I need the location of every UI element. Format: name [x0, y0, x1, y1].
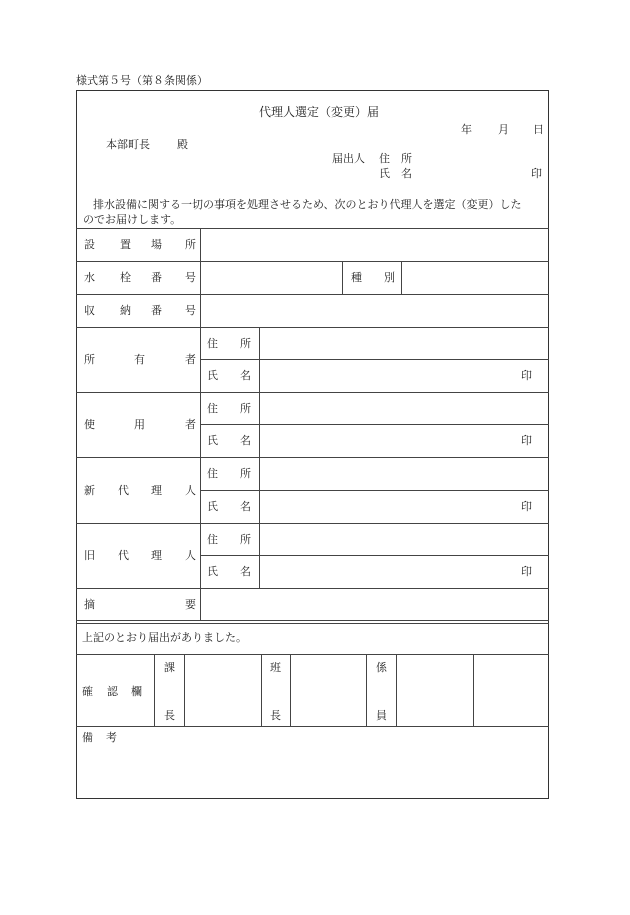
meter-label-1: 水 — [84, 271, 95, 284]
old-agent-address-label-2: 所 — [240, 533, 251, 546]
new-agent-name-label-2: 名 — [240, 500, 251, 513]
col-rule — [259, 327, 260, 588]
old-agent-name-field[interactable] — [262, 559, 512, 583]
new-agent-label-4: 人 — [185, 484, 196, 497]
section-chief-label-2: 長 — [164, 709, 175, 722]
staff-label-2: 員 — [376, 709, 387, 722]
col-rule — [401, 261, 402, 294]
col-rule — [200, 228, 201, 620]
storage-label-2: 納 — [120, 304, 131, 317]
location-field[interactable] — [202, 232, 546, 256]
remarks-label-1: 備 — [82, 731, 93, 744]
user-seal: 印 — [521, 434, 532, 447]
owner-name-label-1: 氏 — [207, 369, 218, 382]
confirm-label-3: 欄 — [131, 685, 142, 698]
form-number: 様式第５号（第８条関係） — [76, 74, 208, 87]
statement-line-2: のでお届けします。 — [83, 213, 182, 226]
received-statement: 上記のとおり届出がありました。 — [82, 631, 247, 644]
summary-label-1: 摘 — [84, 598, 95, 611]
staff-label-1: 係 — [376, 661, 387, 674]
type-label-2: 別 — [384, 271, 395, 284]
applicant-address-label-2: 所 — [401, 152, 412, 165]
applicant-name-label-2: 名 — [401, 167, 412, 180]
summary-label-2: 要 — [185, 598, 196, 611]
user-address-field[interactable] — [262, 396, 546, 420]
statement-line-1: 排水設備に関する一切の事項を処理させるため、次のとおり代理人を選定（変更）した — [93, 198, 522, 211]
meter-label-3: 番 — [151, 271, 162, 284]
old-agent-label-1: 旧 — [84, 549, 95, 562]
confirm-label-1: 確 — [82, 685, 93, 698]
group-chief-label-2: 長 — [270, 709, 281, 722]
rule-double — [76, 623, 549, 624]
addressee: 本部町長 — [106, 138, 150, 151]
owner-seal: 印 — [521, 369, 532, 382]
addressee-suffix: 殿 — [177, 138, 188, 151]
owner-address-label-1: 住 — [207, 337, 218, 350]
location-label-2: 置 — [120, 238, 131, 251]
old-agent-label-2: 代 — [118, 549, 129, 562]
new-agent-label-3: 理 — [151, 484, 162, 497]
storage-number-field[interactable] — [202, 298, 546, 322]
user-address-label-2: 所 — [240, 402, 251, 415]
old-agent-name-label-2: 名 — [240, 565, 251, 578]
remarks-field[interactable] — [80, 746, 546, 796]
storage-label-4: 号 — [185, 304, 196, 317]
user-label-2: 用 — [134, 418, 145, 431]
user-address-label-1: 住 — [207, 402, 218, 415]
user-name-field[interactable] — [262, 428, 512, 452]
new-agent-address-label-1: 住 — [207, 467, 218, 480]
rule — [76, 392, 549, 393]
col-rule — [342, 261, 343, 294]
old-agent-seal: 印 — [521, 565, 532, 578]
location-label-1: 設 — [84, 238, 95, 251]
rule — [76, 523, 549, 524]
rule — [76, 261, 549, 262]
old-agent-label-4: 人 — [185, 549, 196, 562]
meter-label-2: 栓 — [120, 271, 131, 284]
rule — [76, 457, 549, 458]
storage-label-1: 収 — [84, 304, 95, 317]
user-name-label-1: 氏 — [207, 434, 218, 447]
user-name-label-2: 名 — [240, 434, 251, 447]
applicant-name-field[interactable] — [415, 165, 525, 189]
user-label-1: 使 — [84, 418, 95, 431]
col-rule — [290, 654, 291, 726]
new-agent-name-label-1: 氏 — [207, 500, 218, 513]
applicant-address-label-1: 住 — [379, 152, 390, 165]
owner-label-3: 者 — [185, 353, 196, 366]
applicant-name-label-1: 氏 — [379, 167, 390, 180]
date-day-label: 日 — [533, 123, 544, 136]
rule — [200, 424, 549, 425]
new-agent-label-2: 代 — [118, 484, 129, 497]
rule — [200, 359, 549, 360]
owner-name-label-2: 名 — [240, 369, 251, 382]
date-year-label: 年 — [461, 123, 472, 136]
old-agent-label-3: 理 — [151, 549, 162, 562]
location-label-4: 所 — [185, 238, 196, 251]
rule — [76, 588, 549, 589]
owner-label-1: 所 — [84, 353, 95, 366]
col-rule — [366, 654, 367, 726]
summary-field[interactable] — [202, 592, 546, 616]
col-rule — [473, 654, 474, 726]
user-label-3: 者 — [185, 418, 196, 431]
old-agent-address-label-1: 住 — [207, 533, 218, 546]
staff-stamp-box[interactable] — [398, 658, 471, 724]
rule — [200, 490, 549, 491]
applicant-label: 届出人 — [332, 152, 365, 165]
storage-label-3: 番 — [151, 304, 162, 317]
rule — [76, 726, 549, 727]
new-agent-name-field[interactable] — [262, 494, 512, 518]
col-rule — [261, 654, 262, 726]
form-title: 代理人選定（変更）届 — [259, 105, 380, 119]
rule — [76, 327, 549, 328]
extra-stamp-box[interactable] — [475, 658, 546, 724]
rule — [76, 294, 549, 295]
new-agent-seal: 印 — [521, 500, 532, 513]
date-month-label: 月 — [498, 123, 509, 136]
owner-address-field[interactable] — [262, 331, 546, 355]
meter-label-4: 号 — [185, 271, 196, 284]
new-agent-label-1: 新 — [84, 484, 95, 497]
rule — [76, 654, 549, 655]
remarks-label-2: 考 — [106, 731, 117, 744]
rule — [200, 555, 549, 556]
rule — [76, 620, 549, 621]
group-chief-stamp-box[interactable] — [292, 658, 364, 724]
owner-address-label-2: 所 — [240, 337, 251, 350]
old-agent-address-field[interactable] — [262, 527, 546, 551]
rule-top — [76, 228, 549, 229]
new-agent-address-label-2: 所 — [240, 467, 251, 480]
type-field[interactable] — [403, 265, 546, 289]
col-rule — [184, 654, 185, 726]
meter-number-field[interactable] — [202, 265, 340, 289]
col-rule — [154, 654, 155, 726]
section-chief-stamp-box[interactable] — [186, 658, 259, 724]
owner-label-2: 有 — [134, 353, 145, 366]
applicant-seal: 印 — [531, 167, 542, 180]
group-chief-label-1: 班 — [270, 661, 281, 674]
section-chief-label-1: 課 — [164, 661, 175, 674]
confirm-label-2: 認 — [107, 685, 118, 698]
old-agent-name-label-1: 氏 — [207, 565, 218, 578]
col-rule — [396, 654, 397, 726]
new-agent-address-field[interactable] — [262, 461, 546, 485]
type-label-1: 種 — [351, 271, 362, 284]
location-label-3: 場 — [151, 238, 162, 251]
owner-name-field[interactable] — [262, 363, 512, 387]
